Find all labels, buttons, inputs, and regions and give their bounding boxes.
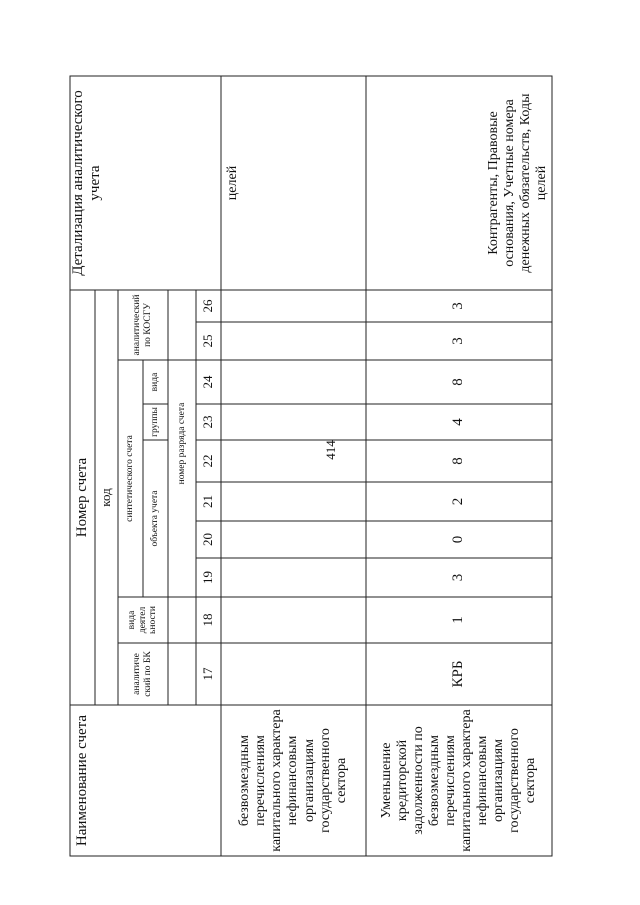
col-number: 26: [200, 299, 216, 313]
row-2-value: 1: [450, 616, 467, 624]
row-2-value: 0: [450, 535, 467, 544]
row-1-detail: целей: [225, 165, 240, 201]
row-2-detail: Контрагенты, Правовые основания, Учетные номера денежных обязательств, Коды целей: [485, 93, 549, 273]
row-2-value: 3: [450, 337, 467, 345]
col-number: 22: [200, 454, 216, 468]
header-analytical-bk: аналитиче ский по БК: [132, 651, 153, 697]
col-number: 24: [200, 375, 216, 389]
row-2-value: 8: [450, 378, 467, 386]
row-2-account-name: Уменьшение кредиторской задолженности по безвозмездным перечислениям капитального характера нефинансовым организациям государственного сектора: [378, 709, 539, 852]
col-number: 20: [200, 533, 216, 546]
row-2-value: 8: [450, 457, 467, 465]
row-2-value: 4: [450, 418, 467, 426]
header-synthetic: синтетического счета: [125, 435, 136, 522]
header-detail: Детализация аналитического учета: [70, 90, 104, 276]
header-group: группы: [150, 407, 161, 437]
col-number: 25: [200, 334, 216, 348]
col-number: 18: [200, 613, 216, 627]
col-number: 23: [200, 415, 216, 429]
header-account-name: Наименование счета: [73, 714, 90, 847]
col-number: 19: [200, 571, 216, 584]
row-2-value: 3: [450, 302, 467, 310]
row-2-value: 2: [450, 497, 467, 506]
header-activity-type: вида деятел ьности: [126, 606, 159, 634]
col-number: 21: [200, 495, 216, 508]
col-number: 17: [200, 667, 216, 681]
row-2-value: 3: [450, 573, 467, 582]
header-digit-number: номер разряда счета: [176, 402, 187, 485]
page-number: 414: [323, 440, 338, 460]
row-2-value: КРБ: [450, 660, 467, 688]
header-account-number: Номер счета: [73, 457, 90, 538]
header-code: код: [98, 488, 114, 507]
header-account-object: объекта учета: [150, 490, 161, 547]
header-analytical-kosgu: аналитический по КОСГУ: [132, 294, 153, 356]
row-1-account-name: безвозмездным перечислениям капитального характера нефинансовым организациям государственного сектора: [237, 709, 349, 852]
header-kind: вида: [150, 372, 161, 392]
